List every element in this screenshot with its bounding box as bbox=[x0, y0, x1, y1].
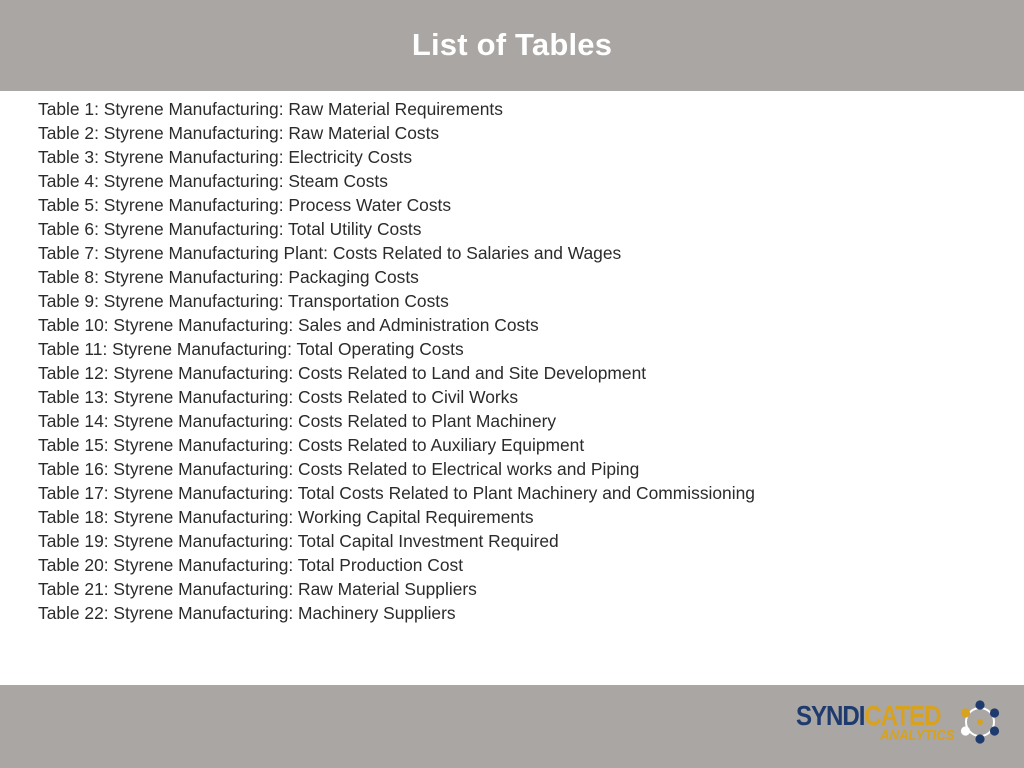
list-item: Table 13: Styrene Manufacturing: Costs Related to Civil Works bbox=[38, 387, 519, 407]
logo-tagline: ANALYTICS bbox=[880, 727, 955, 744]
table-list bbox=[38, 97, 755, 625]
list-item: Table 8: Styrene Manufacturing: Packaging Costs bbox=[38, 267, 419, 287]
list-item: Table 18: Styrene Manufacturing: Working Capital Requirements bbox=[38, 507, 534, 527]
list-item: Table 19: Styrene Manufacturing: Total Capital Investment Required bbox=[38, 531, 559, 551]
list-item: Table 4: Styrene Manufacturing: Steam Costs bbox=[38, 171, 388, 191]
list-item: Table 2: Styrene Manufacturing: Raw Material Costs bbox=[38, 123, 440, 143]
list-item: Table 12: Styrene Manufacturing: Costs Related to Land and Site Development bbox=[38, 363, 647, 383]
list-item: Table 16: Styrene Manufacturing: Costs Related to Electrical works and Piping bbox=[38, 459, 640, 479]
list-item: Table 20: Styrene Manufacturing: Total Production Cost bbox=[38, 555, 464, 575]
list-item: Table 9: Styrene Manufacturing: Transportation Costs bbox=[38, 291, 449, 311]
page-title: List of Tables bbox=[411, 26, 613, 62]
list-item: Table 21: Styrene Manufacturing: Raw Material Suppliers bbox=[38, 579, 477, 599]
title-bar bbox=[0, 0, 1024, 91]
logo-wordmark-gold: CATED bbox=[864, 700, 941, 731]
list-item: Table 6: Styrene Manufacturing: Total Utility Costs bbox=[38, 219, 422, 239]
list-item: Table 10: Styrene Manufacturing: Sales and Administration Costs bbox=[38, 315, 539, 335]
list-item: Table 3: Styrene Manufacturing: Electricity Costs bbox=[38, 147, 413, 167]
dots-ring-icon bbox=[958, 699, 1002, 745]
list-item: Table 17: Styrene Manufacturing: Total Costs Related to Plant Machinery and Commissioning bbox=[38, 483, 755, 503]
list-item: Table 22: Styrene Manufacturing: Machinery Suppliers bbox=[38, 603, 456, 623]
list-item: Table 7: Styrene Manufacturing Plant: Costs Related to Salaries and Wages bbox=[38, 243, 622, 263]
list-item: Table 1: Styrene Manufacturing: Raw Material Requirements bbox=[38, 99, 503, 119]
company-logo bbox=[796, 699, 1006, 749]
list-item: Table 14: Styrene Manufacturing: Costs Related to Plant Machinery bbox=[38, 411, 557, 431]
list-item: Table 11: Styrene Manufacturing: Total Operating Costs bbox=[38, 339, 464, 359]
list-item: Table 5: Styrene Manufacturing: Process Water Costs bbox=[38, 195, 452, 215]
logo-wordmark-dark: SYNDI bbox=[796, 700, 865, 731]
list-item: Table 15: Styrene Manufacturing: Costs Related to Auxiliary Equipment bbox=[38, 435, 585, 455]
